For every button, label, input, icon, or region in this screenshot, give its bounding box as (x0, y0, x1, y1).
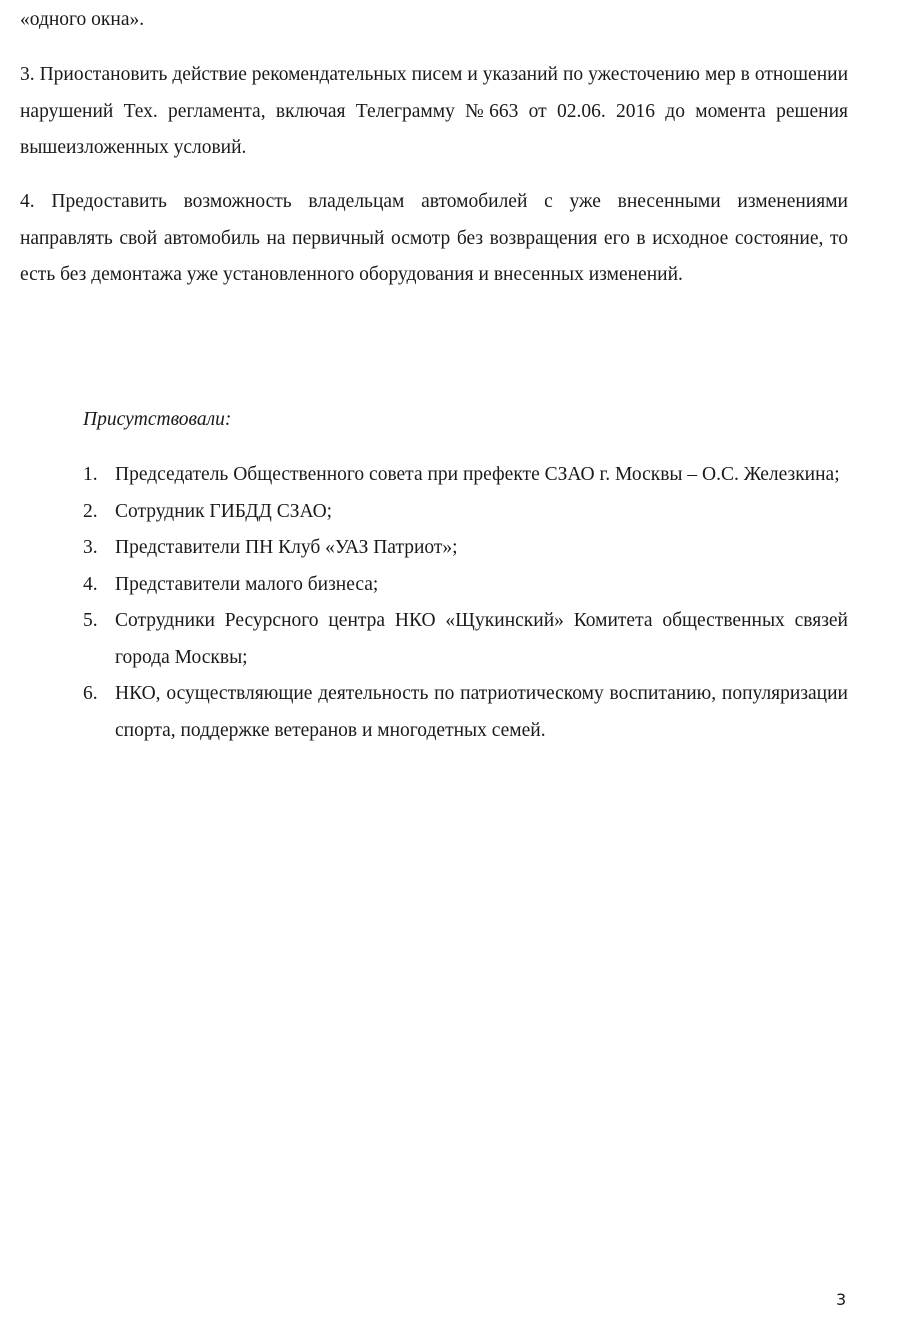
list-item-text: Сотрудник ГИБДД СЗАО; (115, 500, 333, 522)
continuation-text: «одного окна». (20, 9, 145, 30)
paragraph-3 (20, 57, 848, 167)
attended-heading: Присутствовали: (83, 409, 232, 430)
list-item-number: 6. (83, 683, 98, 704)
list-item (83, 530, 848, 567)
list-item-text: Сотрудники Ресурсного центра НКО «Щукинский» Комитета общественных связей города Москвы; (115, 610, 848, 668)
list-item-number: 1. (83, 464, 98, 485)
list-item-number: 5. (83, 610, 98, 631)
attendees-list (83, 457, 848, 749)
paragraph-number: 3. (20, 64, 35, 85)
page-number: 3 (836, 1290, 847, 1309)
list-item-number: 4. (83, 573, 98, 595)
paragraph-text: Приостановить действие рекомендательных писем и указаний по ужесточению мер в отношении нарушений Тех. регламента, включая Телеграмму №663 от 02.06. 2016 до момента решения вышеизложенных условий. (20, 64, 849, 158)
list-item (83, 457, 848, 494)
list-item (83, 603, 848, 676)
paragraph-number: 4. (20, 191, 35, 212)
list-item-text: Представители малого бизнеса; (115, 573, 379, 595)
list-item-text: НКО, осуществляющие деятельность по патриотическому воспитанию, популяризации спорта, поддержке ветеранов и многодетных семей. (115, 683, 848, 741)
list-item (83, 567, 848, 604)
list-item-number: 3. (83, 537, 98, 558)
paragraph-4 (20, 184, 848, 294)
list-item (83, 676, 848, 749)
list-item-text: Председатель Общественного совета при префекте СЗАО г. Москвы – О.С. Железкина; (115, 464, 840, 485)
list-item-number: 2. (83, 500, 98, 522)
paragraph-text: Предоставить возможность владельцам автомобилей с уже внесенными изменениями направлять свой автомобиль на первичный осмотр без возвращения его в исходное состояние, то есть без демонтажа уже установленного оборудования и внесенных изменений. (20, 191, 848, 285)
list-item-text: Представители ПН Клуб «УАЗ Патриот»; (115, 537, 458, 558)
list-item (83, 494, 848, 531)
